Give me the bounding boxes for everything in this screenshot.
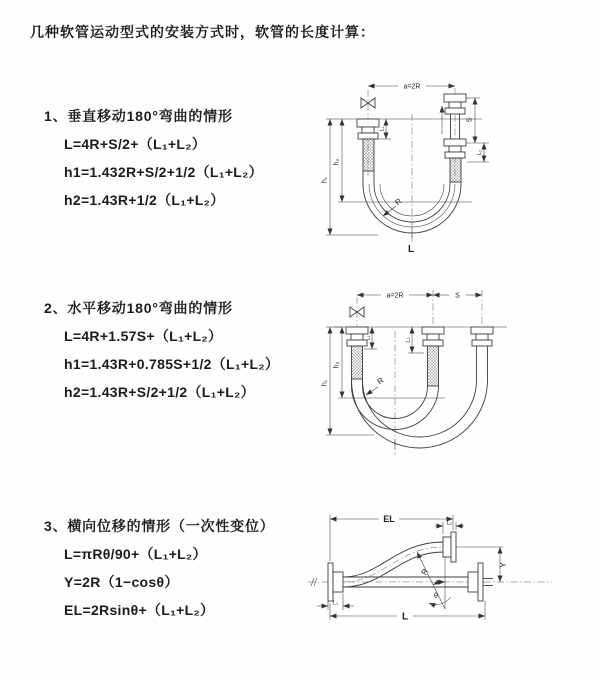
dim-label-l1: L₁ bbox=[333, 600, 338, 607]
braided-hose-right bbox=[450, 158, 461, 182]
dim-label-l1: L₁ bbox=[365, 335, 372, 341]
section-1-formula-h2: h2=1.43R+1/2（L₁+L₂） bbox=[64, 192, 225, 208]
braided-hose-left bbox=[352, 346, 363, 379]
section-3-heading: 3、横向位移的情形（一次性变位） bbox=[44, 518, 275, 534]
section-2-formula-h2: h2=1.43R+S/2+1/2（L₁+L₂） bbox=[64, 384, 255, 400]
section-2-heading: 2、水平移动180°弯曲的情形 bbox=[44, 300, 233, 316]
diagram-horizontal-180-bend bbox=[312, 283, 597, 460]
braided-hose-middle bbox=[428, 346, 439, 386]
page-title: 几种软管运动型式的安装方式时，软管的长度计算： bbox=[30, 24, 375, 40]
dim-label-l2: L₂ bbox=[405, 337, 412, 343]
dim-label-radius: R bbox=[375, 375, 386, 387]
dim-label-h1: h₁ bbox=[321, 176, 329, 184]
dim-label-el: EL bbox=[383, 514, 395, 524]
section-1-formula-L: L=4R+S/2+（L₁+L₂） bbox=[64, 136, 207, 152]
dim-label-radius: R bbox=[419, 567, 431, 577]
section-3-formula-L: L=πRθ/90+（L₁+L₂） bbox=[64, 546, 207, 562]
dim-label-radius: R bbox=[393, 196, 404, 208]
hose-arc-shifted bbox=[352, 380, 488, 448]
dim-label-s: S bbox=[455, 292, 460, 300]
section-1-heading: 1、垂直移动180°弯曲的情形 bbox=[44, 108, 233, 124]
section-2-formula-h1: h1=1.43R+0.785S+1/2（L₁+L₂） bbox=[64, 356, 280, 372]
diagram-vertical-180-bend bbox=[312, 72, 590, 264]
section-1-formula-h1: h1=1.432R+S/2+1/2（L₁+L₂） bbox=[64, 164, 263, 180]
dim-label-l2: L₂ bbox=[446, 520, 453, 527]
dim-label-length: L bbox=[401, 611, 409, 623]
dim-label-s: S bbox=[466, 117, 474, 123]
dim-label-a2r: a=2R bbox=[403, 83, 421, 91]
dim-label-a2r: a=2R bbox=[386, 292, 404, 300]
dim-label-theta: θ bbox=[434, 593, 438, 600]
section-3-formula-EL: EL=2Rsinθ+（L₁+L₂） bbox=[64, 602, 215, 618]
dim-label-h2: h₂ bbox=[333, 158, 341, 166]
section-3-formula-Y: Y=2R（1−cosθ） bbox=[64, 574, 179, 590]
dim-label-length: L bbox=[407, 244, 415, 255]
dim-label-y: Y bbox=[499, 562, 508, 568]
braided-hose-left bbox=[363, 139, 374, 171]
diagram-lateral-displacement bbox=[300, 505, 595, 653]
dim-label-h2: h₂ bbox=[333, 361, 341, 369]
dim-label-h1: h₁ bbox=[321, 379, 329, 387]
dim-label-l2: L₂ bbox=[477, 149, 483, 156]
dim-label-l1: L₁ bbox=[379, 126, 386, 132]
section-2-formula-L: L=4R+1.57S+（L₁+L₂） bbox=[64, 328, 223, 344]
